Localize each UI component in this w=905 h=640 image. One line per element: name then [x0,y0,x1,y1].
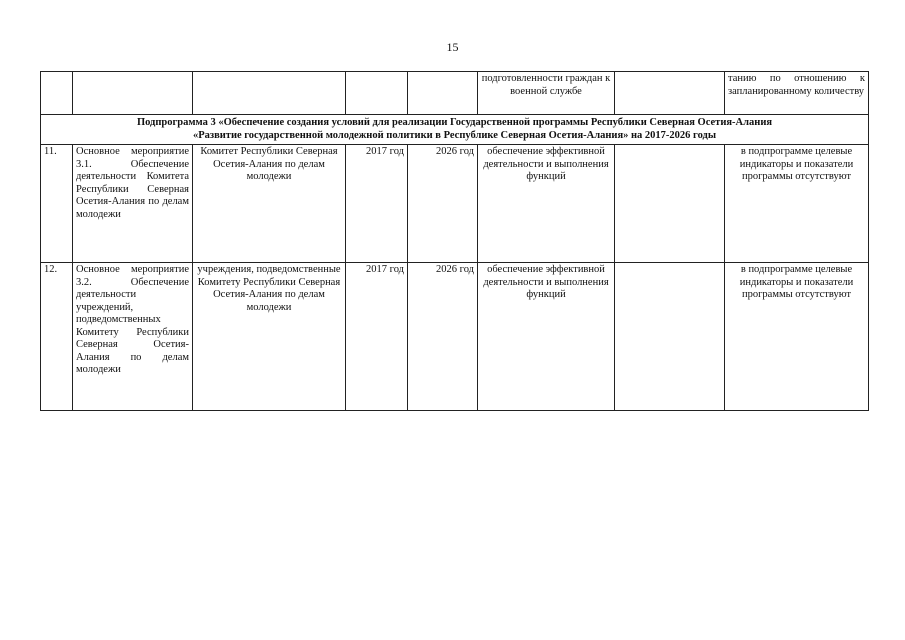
subprogram-title-line2: «Развитие государственной молодежной политики в Республике Северная Осетия-Алания» на 2017-2026 годы [192,129,717,141]
cell-end [408,72,478,115]
cell-result: обеспечение эффективной деятельности и выполнения функций [478,263,615,411]
subprogram-header-row [41,115,869,145]
subprogram-title [41,115,869,145]
cell-consequence [615,263,725,411]
cell-end: 2026 год [408,145,478,263]
program-table [40,71,869,411]
cell-executor: Комитет Республики Северная Осетия-Алания по делам молодежи [193,145,346,263]
cell-executor [193,72,346,115]
subprogram-title-line1: Подпрограмма 3 «Обеспечение создания условий для реализации Государственной программы Республики Северная Осетия-Алания [136,117,773,128]
cell-start: 2017 год [346,263,408,411]
cell-num: 11. [41,145,73,263]
cell-consequence [615,72,725,115]
cell-num [41,72,73,115]
cell-end: 2026 год [408,263,478,411]
cell-consequence [615,145,725,263]
cell-indicator: танию по отношению к запланированному количеству [725,72,869,115]
cell-name: Основное мероприятие 3.1. Обеспечение деятельности Комитета Республики Северная Осетия-Алания по делам молодежи [73,145,193,263]
cell-executor: учреждения, подведомственные Комитету Республики Северная Осетия-Алания по делам молодежи [193,263,346,411]
cell-result: обеспечение эффективной деятельности и выполнения функций [478,145,615,263]
cell-start [346,72,408,115]
table-row [41,145,869,263]
table-row [41,263,869,411]
table-row-continued [41,72,869,115]
cell-result: подготовленности граждан к военной службе [478,72,615,115]
cell-indicator: в подпрограмме целевые индикаторы и показатели программы отсутствуют [725,263,869,411]
cell-start: 2017 год [346,145,408,263]
cell-indicator: в подпрограмме целевые индикаторы и показатели программы отсутствуют [725,145,869,263]
cell-name: Основное мероприятие 3.2. Обеспечение деятельности учреждений, подведомственных Комитету Республики Северная Осетия-Алания по делам молодежи [73,263,193,411]
cell-name [73,72,193,115]
cell-num: 12. [41,263,73,411]
page-number: 15 [446,40,459,54]
